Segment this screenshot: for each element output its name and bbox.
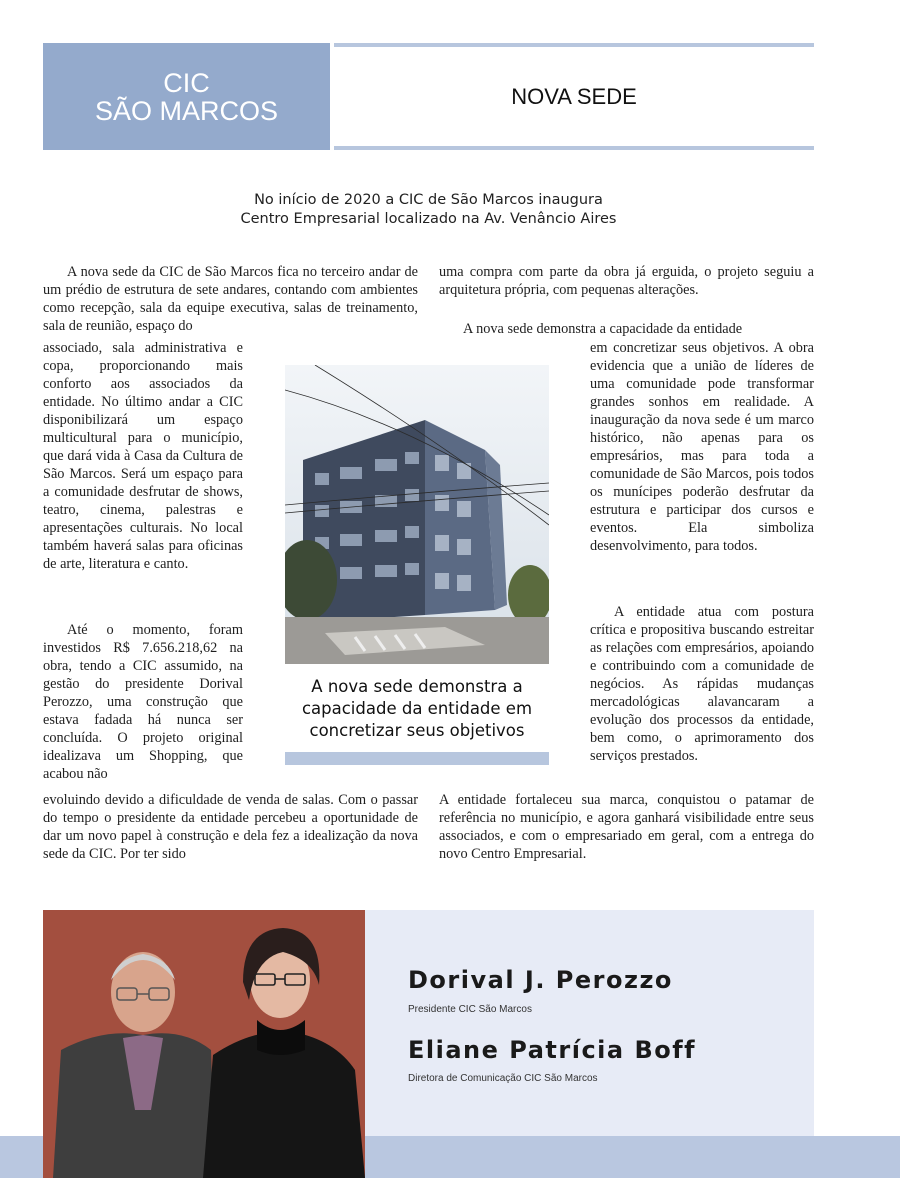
subtitle-line1: No início de 2020 a CIC de São Marcos inaugura (254, 192, 603, 208)
caption-line3: concretizar seus objetivos (309, 721, 525, 740)
portrait-photo (43, 910, 365, 1178)
caption-line1: A nova sede demonstra a (311, 677, 523, 696)
paragraph: A nova sede da CIC de São Marcos fica no terceiro andar de um prédio de estrutura de sete andares, contando com ambientes como recepção, sala da equipe executiva, salas de treinamento, sala de reunião, espaço do (43, 264, 418, 334)
col1-wrap-text-b (43, 621, 243, 783)
paragraph: associado, sala administrativa e copa, proporcionando mais conforto aos associados da entidade. No último andar a CIC disponibilizará um espaço multicultural para o município, que dará vida à Casa da Cultura de São Marcos. Será um espaço para a comunidade desfrutar de shows, teatro, cinema, palestras e apresentações culturais. No local também haverá salas para oficinas de arte, literatura e canto. (43, 340, 243, 572)
person-name: Dorival J. Perozzo (408, 966, 673, 994)
person-name: Eliane Patrícia Boff (408, 1036, 697, 1064)
col1-bottom-text (43, 791, 418, 863)
col2-top-text-b (439, 320, 814, 338)
col1-top-text (43, 263, 418, 335)
col2-bottom-text (439, 791, 814, 863)
building-illustration (285, 365, 549, 664)
paragraph: Até o momento, foram investidos R$ 7.656.218,62 na obra, tendo a CIC assumido, na gestão do presidente Dorival Perozzo, uma construção que estava fadada há nunca ser concluída. O projeto original idealizava um Shopping, que acabou não (43, 622, 243, 782)
org-title-line1: CIC (163, 68, 210, 98)
photo-caption (285, 676, 549, 742)
col2-wrap-text-b (590, 603, 814, 765)
header-rule-top (334, 43, 814, 47)
header-rule-bottom (334, 146, 814, 150)
org-title-box (43, 43, 330, 150)
col1-wrap-text-a (43, 339, 243, 573)
paragraph: evoluindo devido a dificuldade de venda de salas. Com o passar do tempo o presidente da entidade percebeu a oportunidade de dar um novo papel à construção e dela fez a idealização da nova sede da CIC. Por ter sido (43, 792, 418, 862)
building-photo (285, 365, 549, 664)
subtitle-line2: Centro Empresarial localizado na Av. Venâncio Aires (240, 211, 617, 227)
col2-top-text-a (439, 263, 814, 299)
person-role: Diretora de Comunicação CIC São Marcos (408, 1073, 598, 1084)
section-title: NOVA SEDE (511, 84, 637, 109)
paragraph: A entidade fortaleceu sua marca, conquistou o patamar de referência no município, e agora ganhará visibilidade entre seus associados, e com o empresariado em geral, com a entrega do novo Centro Empresarial. (439, 792, 814, 862)
paragraph: em concretizar seus objetivos. A obra evidencia que a união de líderes de uma comunidade pode transformar grandes sonhos em realidade. A inauguração da nova sede é um marco histórico, não apenas para os empresários, mas para toda a comunidade de São Marcos, pois todos os munícipes poderão desfrutar da estrutura e participar dos cursos e eventos. Ela simboliza desenvolvimento, para todos. (590, 340, 814, 554)
paragraph: A nova sede demonstra a capacidade da entidade (463, 321, 743, 337)
article-subtitle (43, 191, 814, 229)
paragraph: A entidade atua com postura crítica e propositiva buscando estreitar as relações com empresários, apoiando e contribuindo com a comunidade de negócios. As rápidas mudanças mercadológicas alavancaram a evolução dos processos da entidade, bem como, o aprimoramento dos serviços prestados. (590, 604, 814, 764)
org-title-line2: SÃO MARCOS (94, 96, 279, 126)
col2-wrap-text-a (590, 339, 814, 555)
caption-bar (285, 752, 549, 765)
caption-line2: capacidade da entidade em (301, 699, 533, 718)
person-role: Presidente CIC São Marcos (408, 1004, 532, 1015)
portrait-illustration (43, 910, 365, 1178)
paragraph: uma compra com parte da obra já erguida, o projeto seguiu a arquitetura própria, com pequenas alterações. (439, 264, 814, 298)
